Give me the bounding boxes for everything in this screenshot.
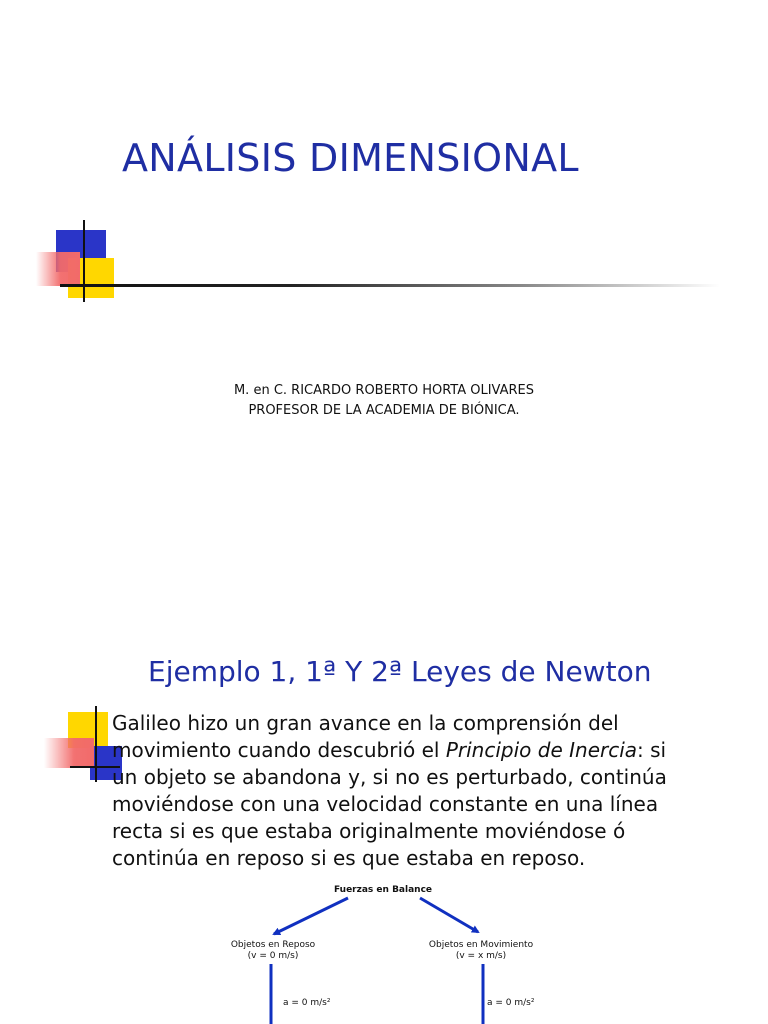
diagram-movimiento-label: Objetos en Movimiento (v = x m/s) [428, 940, 534, 961]
diagram-reposo-label: Objetos en Reposo (v = 0 m/s) [230, 940, 316, 961]
slide-title: ANÁLISIS DIMENSIONAL [122, 136, 579, 180]
author-line-1: M. en C. RICARDO ROBERTO HORTA OLIVARES [233, 383, 535, 398]
paragraph-text-1: Galileo hizo un gran avance en la comprensión del movimiento cuando descubrió el [112, 711, 619, 762]
arrow-to-reposo [274, 898, 348, 934]
diagram-accel-left: a = 0 m/s² [283, 998, 331, 1008]
author-line-2: PROFESOR DE LA ACADEMIA DE BIÓNICA. [248, 403, 520, 418]
paragraph-text-2: : si un objeto se abandona y, si no es perturbado, continúa moviéndose con una velocidad constante en una línea recta si es que estaba originalmente moviéndose ó continúa en reposo si es que estaba en reposo. [112, 738, 667, 870]
arrow-to-movimiento [420, 898, 478, 932]
slide-2-title: Ejemplo 1, 1ª Y 2ª Leyes de Newton [148, 655, 652, 688]
diagram-accel-right: a = 0 m/s² [487, 998, 535, 1008]
principio-de-inercia-emphasis: Principio de Inercia [445, 738, 638, 762]
diagram-root-label: Fuerzas en Balance [333, 885, 433, 895]
